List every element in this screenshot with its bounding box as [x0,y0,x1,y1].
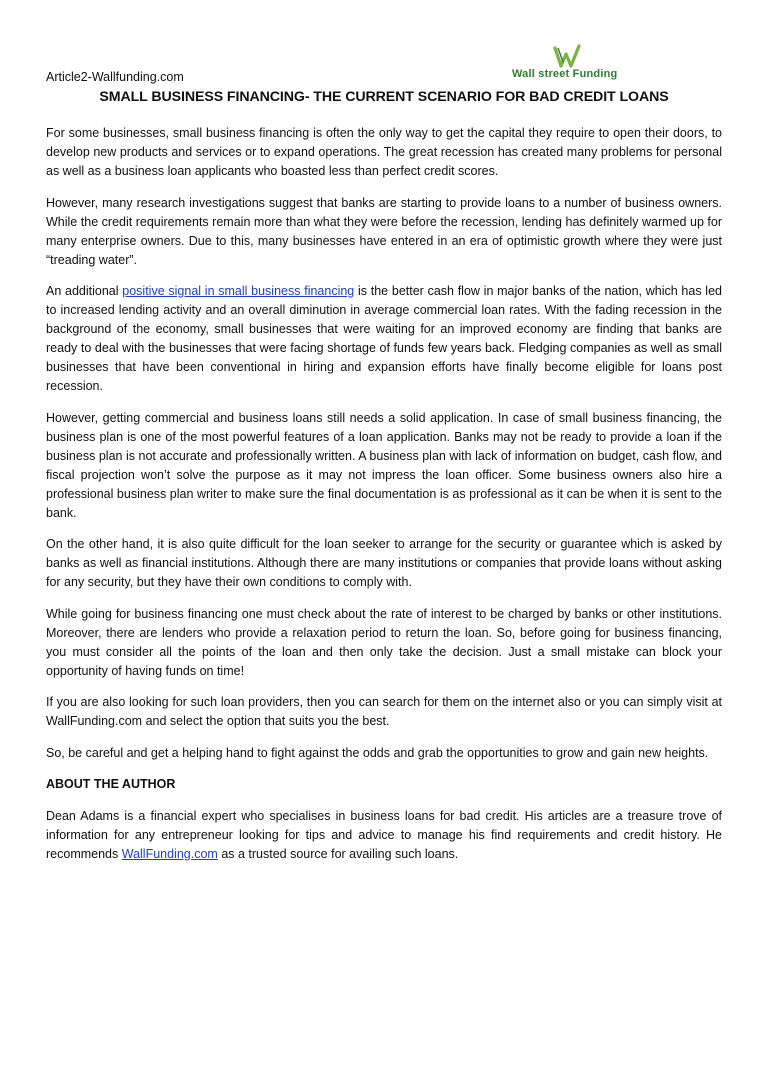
article-title: SMALL BUSINESS FINANCING- THE CURRENT SCENARIO FOR BAD CREDIT LOANS [99,89,669,105]
paragraph-8: So, be careful and get a helping hand to fight against the odds and grab the opportunities to grow and gain new heights. [46,745,709,760]
source-label: Article2-Wallfunding.com [46,70,184,84]
paragraph-3 [46,282,722,396]
paragraph-6: While going for business financing one must check about the rate of interest to be charged by banks or other institutions. Moreover, there are lenders who provide a relaxation period to return the loan. So, before going for business financing, you must consider all the points of the loan and then only take the decision. Just a small mistake can block your opportunity of having funds on time! [46,606,722,678]
paragraph-2: However, many research investigations suggest that banks are starting to provide loans to a number of business owners. While the credit requirements remain more than what they were before the recession, lending has definitely warmed up for many enterprise owners. Due to this, many businesses have entered in an era of optimistic growth where they were just “treading water”. [46,195,722,267]
author-bio-end: as a trusted source for availing such loans. [217,846,459,861]
about-author-heading: ABOUT THE AUTHOR [46,777,176,791]
paragraph-4: However, getting commercial and business loans still needs a solid application. In case of small business financing, the business plan is one of the most powerful features of a loan application. Banks may not be ready to provide a loan if the business plan is not accurate and professionally written. A business plan with lack of information on budget, cash flow, and fiscal projection won’t solve the purpose as it may not impress the loan officer. Some business owners also hire a professional business plan writer to make sure the final documentation is as professional as it can be when it is sent to the bank. [46,410,722,520]
paragraph-7: If you are also looking for such loan providers, then you can search for them on the internet also or you can simply visit at WallFunding.com and select the option that suits you the best. [46,695,722,728]
w-check-logo-icon [552,44,582,70]
paragraph-3-rest: is the better cash flow in major banks of the nation, which has led to increased lending activity and an overall diminution in average commercial loan rates. With the fading recession in the background of the economy, small businesses that were waiting for an improved economy are finding that banks are ready to deal with the businesses that were facing shortage of funds few years back. Fledging companies as well as small businesses that have been conventional in hiring and expansion efforts have finally become eligible for loans post recession. [46,284,722,393]
wall-street-funding-logo [512,44,632,84]
small-business-financing-link[interactable]: positive signal in small business financing [122,284,355,298]
article-body [46,124,722,876]
wallfunding-link[interactable]: WallFunding.com [121,846,218,861]
logo-text: Wall street Funding [512,68,618,80]
paragraph-5: On the other hand, it is also quite difficult for the loan seeker to arrange for the security or guarantee which is asked by banks as well as financial institutions. Although there are many institutions or companies that provide loans without asking for any security, but they have their own conditions to comply with. [46,537,722,589]
author-bio-text: Dean Adams is a financial expert who specialises in business loans for bad credit. His articles are a treasure trove of information for any entrepreneur looking for tips and advice to manage his find requirements and credit history. He recommends [46,808,722,861]
author-bio [46,807,722,864]
paragraph-1: For some businesses, small business financing is often the only way to get the capital they require to open their doors, to develop new products and services or to expand operations. The great recession has created many problems for personal as well as a business loan applicants who boasted less than perfect credit scores. [46,126,722,178]
paragraph-3-lead: An additional [46,284,123,298]
